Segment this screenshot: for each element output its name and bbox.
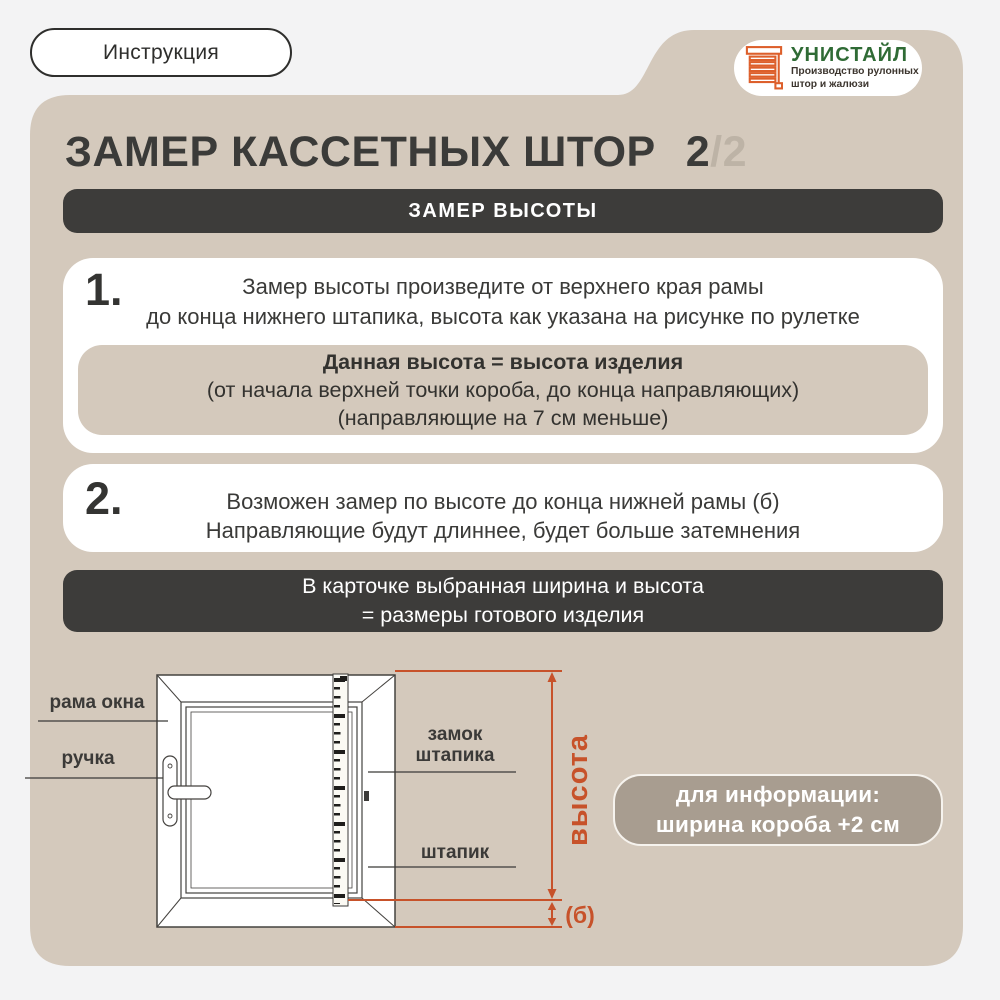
step1-text-line1: Замер высоты произведите от верхнего края рамы bbox=[242, 274, 764, 299]
summary-bar-line2: = размеры готового изделия bbox=[361, 603, 645, 627]
page-indicator-total: /2 bbox=[710, 128, 748, 176]
height-label: высота bbox=[562, 733, 594, 847]
b-label: (б) bbox=[565, 902, 595, 928]
label-bead-lock-line1: замок bbox=[427, 724, 483, 745]
window-glass bbox=[191, 712, 352, 888]
label-bead: штапик bbox=[420, 842, 490, 863]
page-title: ЗАМЕР КАССЕТНЫХ ШТОР bbox=[65, 128, 656, 176]
step2-number: 2. bbox=[85, 473, 123, 524]
page-title-row bbox=[65, 128, 945, 177]
info-card bbox=[613, 774, 943, 846]
step1-note-line1: Данная высота = высота изделия bbox=[322, 350, 684, 374]
window-drawing bbox=[157, 675, 395, 927]
window-diagram bbox=[0, 650, 620, 960]
step1-note-line2: (от начала верхней точки короба, до конца направляющих) bbox=[206, 378, 800, 402]
brand-name: УНИСТАЙЛ bbox=[791, 44, 909, 67]
step2-text-line1: Возможен замер по высоте до конца нижней рамы (б) bbox=[226, 489, 780, 514]
section-bar-height bbox=[63, 189, 943, 233]
instruction-badge-label: Инструкция bbox=[102, 40, 220, 64]
step1-note-card bbox=[78, 345, 928, 435]
step1-card bbox=[63, 258, 943, 453]
step1-text-line2: до конца нижнего штапика, высота как указана на рисунке по рулетке bbox=[146, 304, 860, 329]
bead-lock-mark bbox=[364, 791, 369, 801]
brand-tagline-line1: Производство рулонных bbox=[791, 66, 919, 78]
brand-tagline-line2: штор и жалюзи bbox=[791, 78, 870, 90]
instruction-badge bbox=[30, 28, 292, 77]
step2-card bbox=[63, 464, 943, 552]
step1-note-line3: (направляющие на 7 см меньше) bbox=[337, 406, 669, 430]
step2-text-line2: Направляющие будут длиннее, будет больше затемнения bbox=[205, 518, 801, 543]
label-window-frame: рама окна bbox=[49, 692, 145, 713]
info-card-line2: ширина короба +2 см bbox=[655, 812, 901, 837]
measuring-tape bbox=[333, 674, 348, 906]
brand-card bbox=[734, 40, 922, 96]
page-indicator bbox=[686, 128, 747, 177]
label-bead-lock-line2: штапика bbox=[415, 745, 495, 766]
step1-number: 1. bbox=[85, 264, 123, 315]
summary-bar-line1: В карточке выбранная ширина и высота bbox=[302, 574, 704, 598]
blinds-logo-icon bbox=[745, 45, 783, 91]
page-indicator-current: 2 bbox=[685, 128, 711, 176]
summary-bar bbox=[63, 570, 943, 632]
label-handle: ручка bbox=[61, 748, 115, 769]
section-bar-height-label: ЗАМЕР ВЫСОТЫ bbox=[408, 199, 598, 222]
info-card-line1: для информации: bbox=[675, 782, 881, 807]
